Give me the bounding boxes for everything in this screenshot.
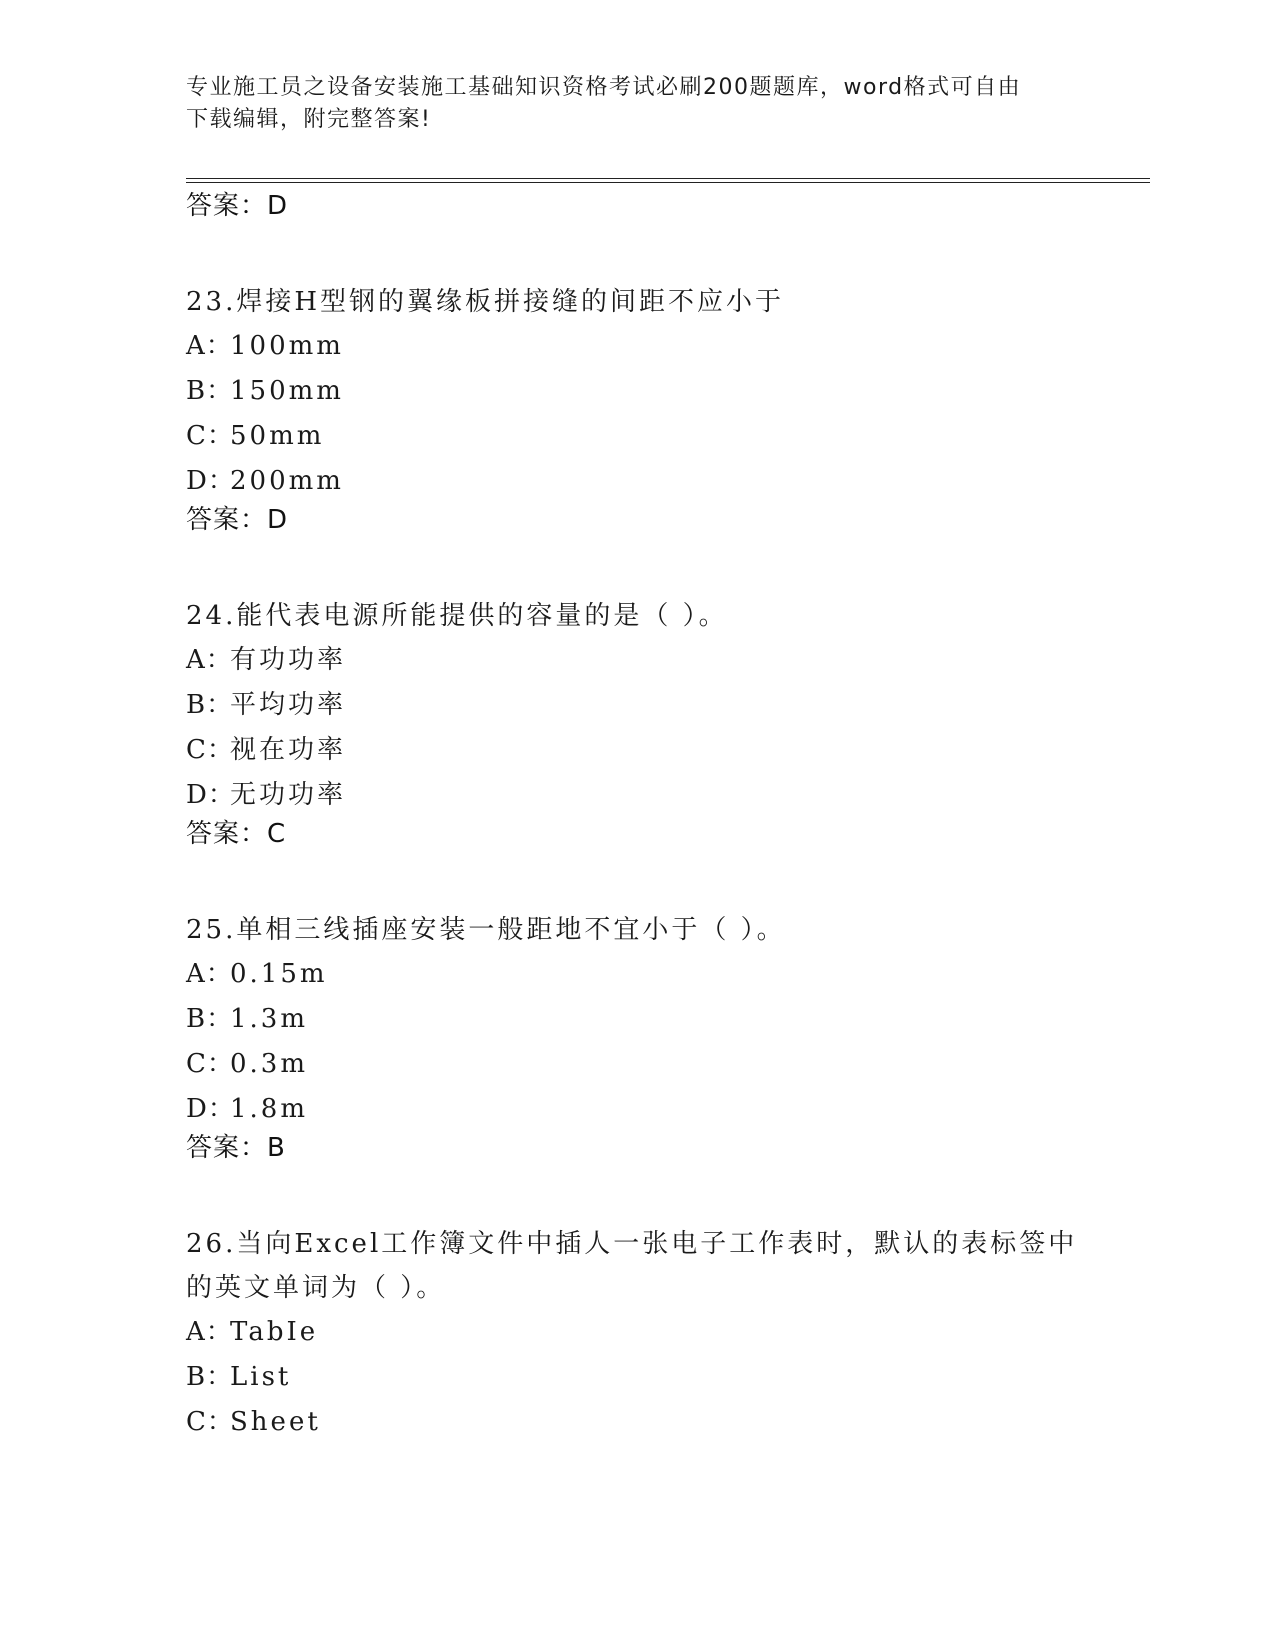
question-block <box>186 594 1086 850</box>
option-d: D：无功功率 <box>186 780 347 810</box>
question-block <box>186 1222 1086 1445</box>
option-b: B：150mm <box>186 376 344 406</box>
option-d: D：200mm <box>186 466 344 496</box>
option-c: C：Sheet <box>186 1407 321 1437</box>
answer-label: 答案：B <box>186 1133 286 1163</box>
question-text: 23.焊接H型钢的翼缘板拼接缝的间距不应小于 <box>186 287 785 317</box>
option-a: A：有功功率 <box>186 645 347 675</box>
answer-label: 答案：D <box>186 191 289 221</box>
question-text: 25.单相三线插座安装一般距地不宜小于（ ）。 <box>186 915 786 945</box>
question-text: 24.能代表电源所能提供的容量的是（ ）。 <box>186 601 728 631</box>
option-b: B：平均功率 <box>186 690 347 720</box>
option-c: C：视在功率 <box>186 735 347 765</box>
option-a: A：0.15m <box>186 959 328 989</box>
option-c: C：50mm <box>186 421 325 451</box>
answer-label: 答案：D <box>186 505 289 535</box>
option-b: B：List <box>186 1362 292 1392</box>
question-text-line-1: 26.当向Excel工作簿文件中插人一张电子工作表时，默认的表标签中 <box>186 1229 1078 1259</box>
option-c: C：0.3m <box>186 1049 309 1079</box>
option-a: A：TabIe <box>186 1317 319 1347</box>
option-b: B：1.3m <box>186 1004 309 1034</box>
header-line-2: 下载编辑，附完整答案! <box>186 107 432 132</box>
document-header <box>186 72 1086 136</box>
option-a: A：100mm <box>186 331 344 361</box>
question-text <box>186 1222 1086 1310</box>
question-list <box>186 190 1086 1445</box>
header-line-1: 专业施工员之设备安装施工基础知识资格考试必刷200题题库，word格式可自由 <box>186 75 1022 100</box>
header-double-rule <box>186 178 1150 183</box>
answer-label: 答案：C <box>186 819 287 849</box>
question-block <box>186 908 1086 1164</box>
option-d: D：1.8m <box>186 1094 309 1124</box>
question-text-line-2: 的英文单词为（ ）。 <box>186 1273 446 1303</box>
question-block <box>186 280 1086 536</box>
